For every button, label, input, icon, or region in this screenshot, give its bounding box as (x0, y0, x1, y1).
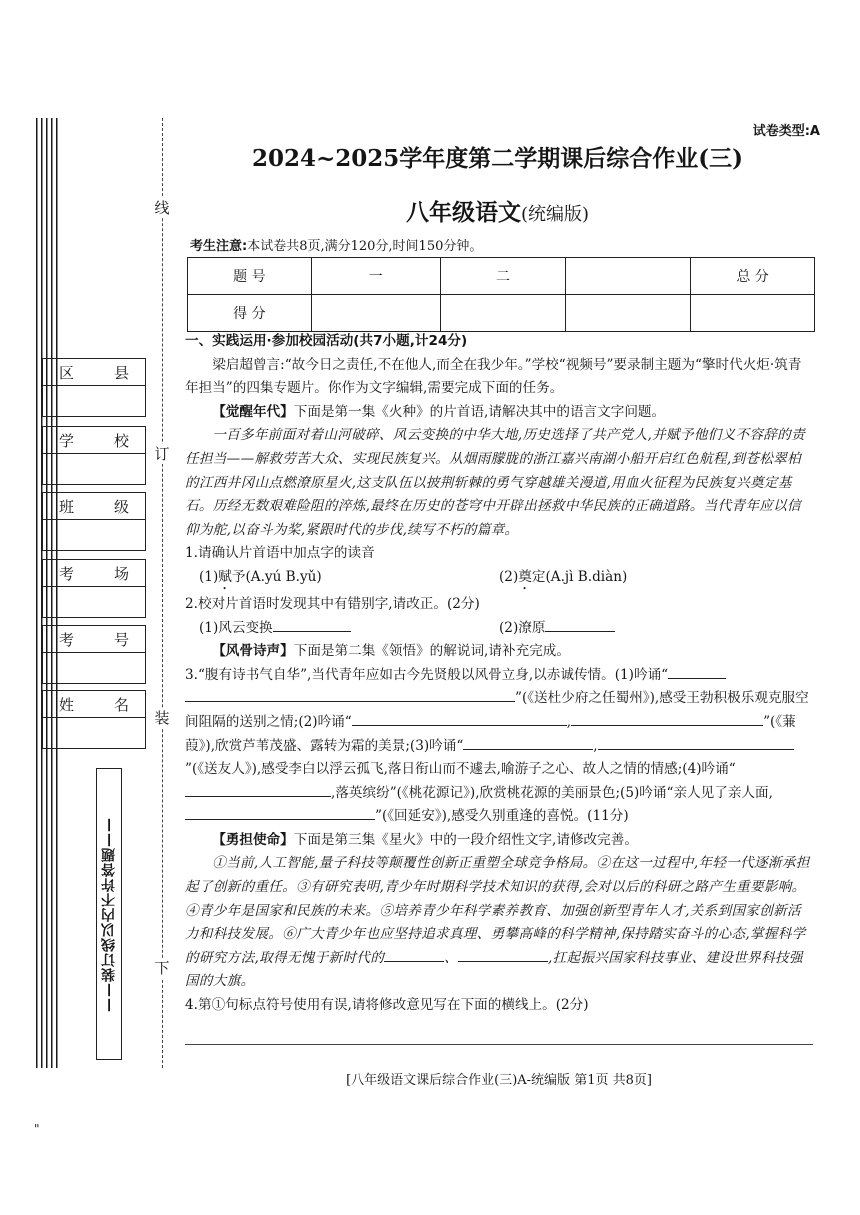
answer-blank[interactable] (273, 617, 351, 632)
table-cell: 一 (311, 258, 440, 295)
cut-line (162, 118, 163, 1068)
answer-blank[interactable] (545, 617, 615, 632)
field-label: 场 (113, 564, 129, 583)
cut-char-xian: 线 (152, 198, 172, 218)
question-4: 4.第①句标点符号使用有误,请将修改意见写在下面的横线上。(2分) (185, 997, 589, 1014)
passage-1: 一百多年前面对着山河破碎、风云变换的中华大地,历史选择了共产党人,并赋予他们义不容辞的责任担当——解救劳苦大众、实现民族复兴。从烟雨朦胧的浙江嘉兴南湖小船开启红色航程,到苍松翠柏的江西井冈山点燃潦原星火,这支队伍以披荆斩棘的勇气穿越雄关漫道,用血火征程为民族复兴奠定基石。历经无数艰难险阻的淬炼,最终在历史的苍穹中开辟出拯救中华民族的正确道路。当代青年应以信仰为舵,以奋斗为桨,紧跟时代的步伐,续写不朽的篇章。 (185, 427, 805, 538)
exam-notice (190, 235, 482, 254)
part-tag: 【勇担使命】 (212, 831, 294, 848)
edition-label: (统编版) (520, 204, 590, 225)
school-field[interactable] (42, 426, 146, 485)
part-2-intro (185, 640, 813, 664)
answer-blank[interactable] (668, 664, 726, 679)
part-text: 下面是第二集《领悟》的解说词,请补充完成。 (293, 643, 570, 660)
part-text: 下面是第一集《火种》的片首语,请解决其中的语言文字问题。 (293, 403, 666, 420)
score-input-cell[interactable] (311, 295, 440, 332)
answer-blank[interactable] (683, 711, 763, 726)
score-table (187, 257, 815, 332)
field-label: 校 (113, 431, 129, 450)
answer-line[interactable] (185, 1044, 813, 1045)
field-label: 考 (59, 630, 75, 649)
question-2-item-b: (2)潦原 (499, 619, 546, 636)
question-1-option-a: (1)赋予(A.yú B.yǔ) (199, 568, 322, 585)
field-label: 县 (113, 363, 129, 382)
score-input-cell[interactable] (691, 295, 815, 332)
question-1-options (185, 566, 813, 593)
question-1: 1.请确认片首语中加点字的读音 (185, 545, 375, 562)
field-label: 考 (59, 564, 75, 583)
score-input-cell[interactable] (566, 295, 691, 332)
field-label: 学 (59, 431, 75, 450)
table-row (188, 258, 815, 295)
section-heading: 一、实践运用·参加校园活动(共7小题,计24分) (185, 333, 468, 349)
part-tag: 【风骨诗声】 (212, 643, 294, 660)
field-label: 区 (59, 363, 75, 382)
binding-warning: ——装订线以内不许答题—— (96, 768, 122, 1060)
answer-blank[interactable] (598, 735, 794, 750)
part-text: 下面是第三集《星火》中的一段介绍性文字,请修改完善。 (293, 831, 638, 848)
answer-blank[interactable] (458, 947, 548, 962)
district-field[interactable] (42, 358, 146, 417)
section-content (185, 330, 813, 1018)
field-label: 号 (113, 630, 129, 649)
table-cell: 得 分 (188, 295, 312, 332)
field-label: 级 (113, 497, 129, 516)
page-subtitle (185, 194, 810, 227)
table-row (188, 295, 815, 332)
part-tag: 【觉醒年代】 (212, 403, 294, 420)
paper-type: 试卷类型:A (752, 124, 820, 139)
exam-room-field[interactable] (42, 559, 146, 618)
cut-char-ding: 订 (152, 444, 172, 464)
question-2: 2.校对片首语时发现其中有错别字,请改正。(2分) (185, 595, 480, 612)
name-field[interactable] (42, 690, 146, 749)
answer-blank[interactable] (352, 711, 567, 726)
subject-name: 八年级语文 (405, 199, 521, 226)
table-cell: 题 号 (188, 258, 312, 295)
answer-blank[interactable] (185, 782, 331, 797)
table-cell (566, 258, 691, 295)
page-title: 2024~2025学年度第二学期课后综合作业(三) (251, 145, 744, 172)
notice-label: 考生注意: (190, 239, 248, 254)
question-2-item-a: (1)风云变换 (199, 619, 273, 636)
exam-number-field[interactable] (42, 625, 146, 684)
table-cell: 总 分 (691, 258, 815, 295)
page-footer: [八年级语文课后综合作业(三)A-统编版 第1页 共8页] (346, 1073, 652, 1088)
field-label: 名 (113, 695, 129, 714)
question-1-option-b: (2)奠定(A.jì B.diàn) (499, 568, 628, 585)
score-input-cell[interactable] (440, 295, 566, 332)
part-3-intro (185, 829, 813, 853)
answer-blank[interactable] (463, 735, 533, 750)
part-1-intro (185, 401, 813, 425)
cut-char-xia: 下 (152, 958, 172, 978)
passage-3: ①当前,人工智能,量子科技等颠覆性创新正重塑全球竞争格局。②在这一过程中,年轻一代逐渐承担起了创新的重任。③有研究表明,青少年时期科学技术知识的获得,会对以后的科研之路产生重要影响。④青少年是国家和民族的未来。⑤培养青少年科学素养教育、加强创新型青年人才,关系到国家创新活力和科技发展。⑥广大青少年也应坚持追求真理、勇攀高峰的科学精神,保持踏实奋斗的心态,掌握科学的研究方法,取得无愧于新时代的 、 ,扛起振兴国家科技事业、建设世界科技强国的大旗。 (185, 855, 810, 990)
cut-char-zhuang: 装 (152, 708, 172, 728)
section-intro: 梁启超曾言:“故今日之责任,不在他人,而全在我少年。”学校“视频号”要录制主题为“擎时代火炬·筑青年担当”的四集专题片。你作为文字编辑,需要完成下面的任务。 (185, 356, 802, 397)
class-field[interactable] (42, 492, 146, 551)
answer-blank[interactable] (185, 805, 375, 820)
answer-blank[interactable] (185, 687, 515, 702)
answer-blank[interactable] (571, 711, 683, 726)
corner-mark: " (34, 1122, 40, 1136)
field-label: 姓 (59, 695, 75, 714)
answer-blank[interactable] (533, 735, 593, 750)
answer-blank[interactable] (384, 947, 444, 962)
field-label: 班 (59, 497, 75, 516)
question-2-items (185, 617, 813, 641)
question-3: 3.“腹有诗书气自华”,当代青年应如古今先贤般以风骨立身,以赤诚传情。(1)吟诵“”(《送杜少府之任蜀州》),感受王勃积极乐观克服空间阻隔的送别之情;(2)吟诵“ , ”(《蒹葭》),欣赏芦苇茂盛、露转为霜的美景;(3)吟诵“ ,”(《送友人》),感受李白以浮云孤飞,落日衔山而不遽去,喻游子之心、故人之情的情感;(4)吟诵“,落英缤纷”(《桃花源记》),欣赏桃花源的美丽景色;(5)吟诵“亲人见了亲人面,”(《回延安》),感受久别重逢的喜悦。(11分) (185, 664, 813, 829)
notice-text: 本试卷共8页,满分120分,时间150分钟。 (247, 239, 483, 254)
table-cell: 二 (440, 258, 566, 295)
